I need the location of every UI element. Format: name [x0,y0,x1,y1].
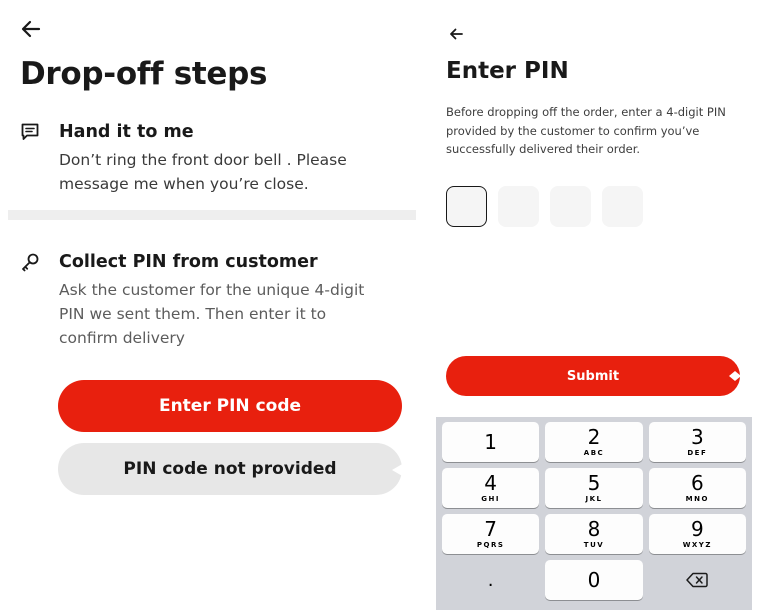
key-digit: 7 [484,516,498,541]
key-symbol: . [487,569,494,591]
keypad-row [442,560,746,600]
page-title: Drop-off steps [20,56,268,92]
key-letters: WXYZ [682,540,712,549]
pin-code-not-provided-button[interactable] [58,443,402,495]
enter-pin-code-button[interactable]: Enter PIN code [58,380,402,432]
key-letters: GHI [481,494,501,503]
key-7[interactable] [442,514,539,554]
step-title: Collect PIN from customer [59,252,318,272]
step-description: Ask the customer for the unique 4-digit PIN we sent them. Then enter it to confirm delivery [59,281,365,347]
pin-digit-4-field[interactable] [602,186,643,227]
key-letters: DEF [687,448,708,457]
keypad-row [442,422,746,462]
key-5[interactable] [545,468,642,508]
key-digit: 8 [587,516,601,541]
key-icon [20,252,40,272]
key-8[interactable] [545,514,642,554]
key-letters: TUV [583,540,605,549]
key-decimal[interactable] [442,560,539,600]
keypad-row [442,514,746,554]
key-digit: 3 [690,424,704,449]
step-description: Don’t ring the front door bell . Please message me when you’re close. [59,151,347,193]
step-title: Hand it to me [59,122,194,142]
key-digit: 9 [690,516,704,541]
key-backspace[interactable] [649,560,746,600]
key-digit: 1 [484,430,498,454]
submit-label: Submit [566,368,620,384]
key-0[interactable] [545,560,642,600]
enter-pin-screen [436,0,762,610]
key-digit: 0 [587,568,601,592]
numeric-keypad [436,417,752,610]
pin-input-group [446,186,643,227]
key-digit: 6 [690,470,704,495]
notch-decoration [392,463,404,477]
back-arrow-icon[interactable] [20,18,42,40]
button-label: PIN code not provided [123,459,337,479]
keypad-row [442,468,746,508]
backspace-icon [686,572,708,588]
key-digit: 2 [587,424,601,449]
section-divider [8,210,416,220]
key-letters: PQRS [476,540,505,549]
submit-button[interactable] [446,356,740,396]
message-icon [20,122,40,142]
pin-digit-3-field[interactable] [550,186,591,227]
key-digit: 5 [587,470,601,495]
page-title: Enter PIN [446,58,569,84]
pin-digit-2-field[interactable] [498,186,539,227]
key-1[interactable] [442,422,539,462]
key-letters: JKL [585,494,603,503]
key-digit: 4 [484,470,498,495]
key-4[interactable] [442,468,539,508]
key-3[interactable] [649,422,746,462]
slider-handle-icon [726,368,750,384]
pin-digit-1-field[interactable] [446,186,487,227]
key-letters: ABC [583,448,605,457]
back-arrow-icon[interactable] [448,26,464,42]
key-letters: MNO [685,494,709,503]
key-9[interactable] [649,514,746,554]
pin-instructions: Before dropping off the order, enter a 4-digit PIN provided by the customer to confirm you’ve successfully delivered their order. [446,105,726,156]
key-6[interactable] [649,468,746,508]
key-2[interactable] [545,422,642,462]
